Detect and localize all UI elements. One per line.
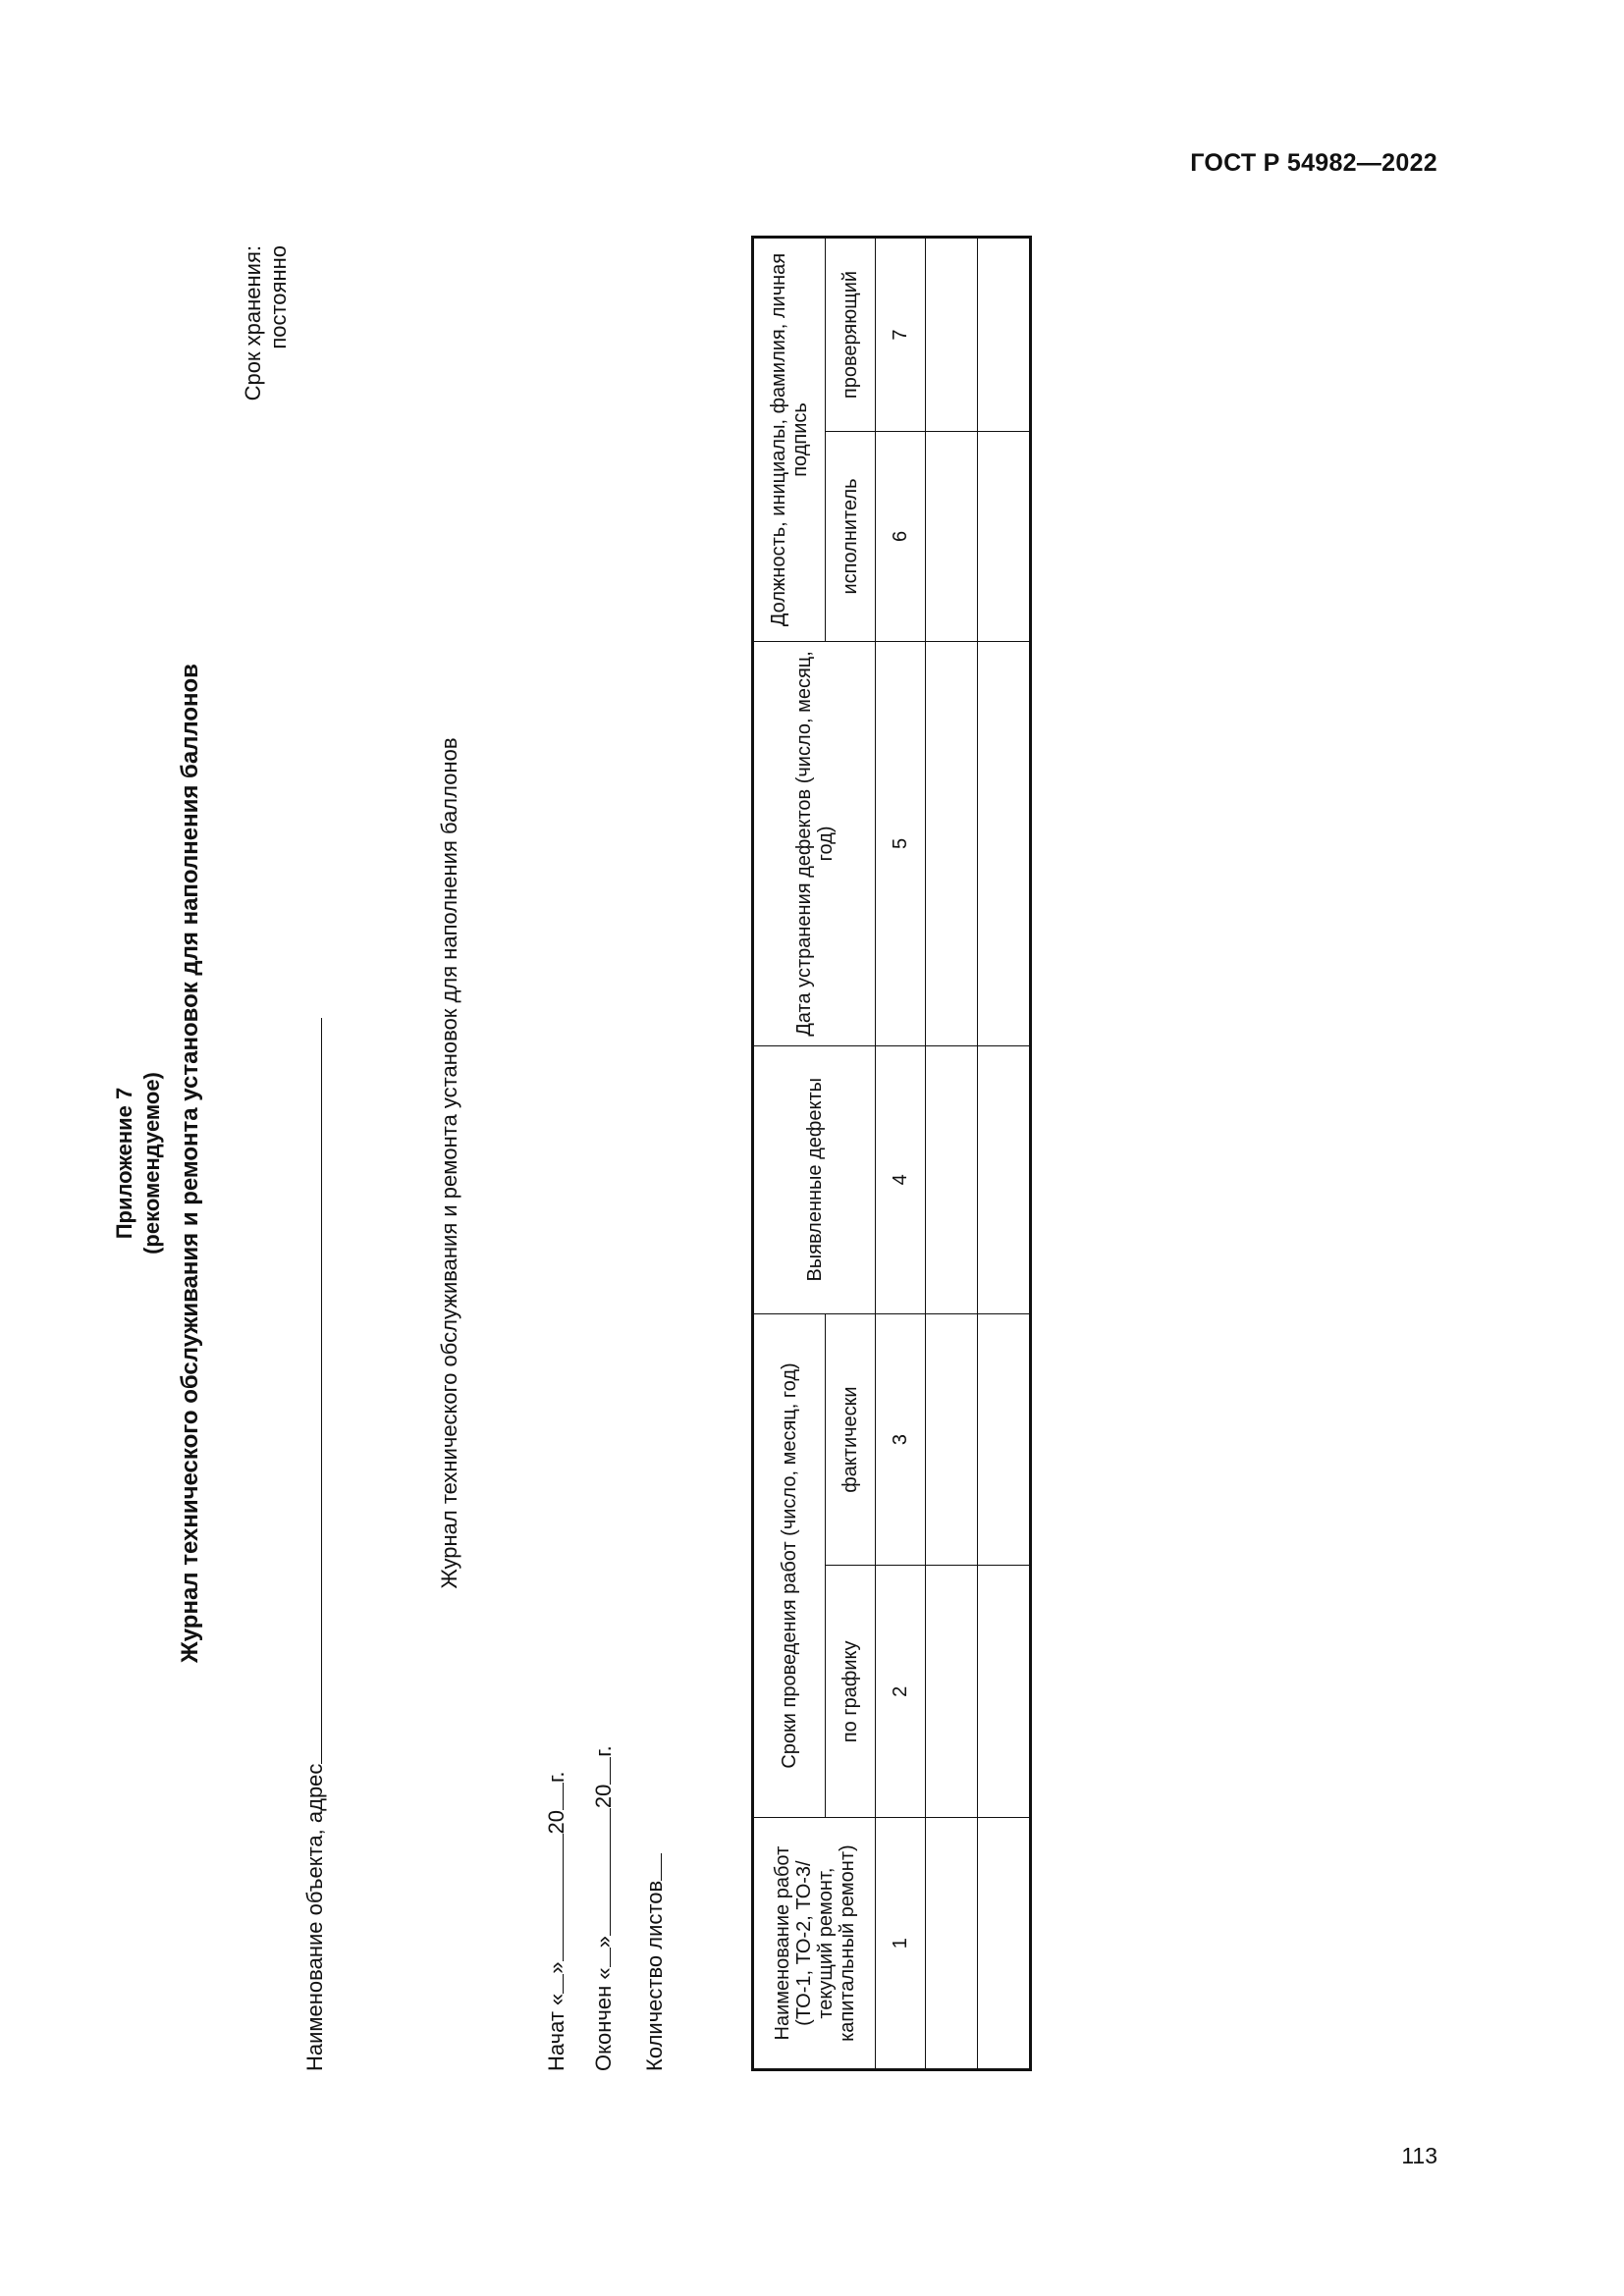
maintenance-journal-table — [751, 236, 1032, 2071]
column-number: 5 — [876, 641, 926, 1045]
retention-value: постоянно — [266, 245, 291, 349]
column-number-row — [876, 238, 926, 2070]
empty-cell — [978, 641, 1031, 1045]
sheets-label: Количество листов — [642, 1880, 667, 2071]
standard-number: ГОСТ Р 54982—2022 — [1190, 149, 1437, 177]
empty-cell — [978, 1045, 1031, 1313]
empty-cell — [926, 1818, 978, 2070]
page-number: 113 — [1401, 2143, 1437, 2168]
object-name-label: Наименование объекта, адрес — [302, 1763, 327, 2071]
started-label: Начат « — [544, 1993, 568, 2071]
empty-cell — [926, 1566, 978, 1818]
header-executor: исполнитель — [826, 432, 876, 642]
empty-cell — [926, 1045, 978, 1313]
appendix-heading — [111, 226, 166, 2101]
column-number: 2 — [876, 1566, 926, 1818]
retention-period — [241, 245, 292, 400]
empty-cell — [926, 238, 978, 432]
appendix-status: (рекомендуемое) — [139, 1072, 164, 1255]
table-header-row — [753, 238, 826, 2070]
finished-date-line: Окончен «»20г. — [591, 1745, 616, 2071]
appendix-number: Приложение 7 — [112, 1087, 136, 1240]
header-fix-date: Дата устранения дефектов (число, месяц, год) — [753, 641, 876, 1045]
table-row — [926, 238, 978, 2070]
header-dates: Сроки проведения работ (число, месяц, год) — [753, 1313, 826, 1818]
table-row — [978, 238, 1031, 2070]
rotated-form — [103, 226, 982, 2101]
journal-subtitle: Журнал технического обслуживания и ремонта установок для наполнения баллонов — [437, 737, 461, 1589]
empty-cell — [926, 641, 978, 1045]
header-by-schedule: по графику — [826, 1566, 876, 1818]
header-inspector: проверяющий — [826, 238, 876, 432]
column-number: 7 — [876, 238, 926, 432]
empty-cell — [926, 1313, 978, 1566]
document-title: Журнал технического обслуживания и ремонта установок для наполнения баллонов — [177, 664, 203, 1663]
object-name-blank — [299, 1018, 322, 1764]
column-number: 6 — [876, 432, 926, 642]
column-number: 3 — [876, 1313, 926, 1566]
empty-cell — [978, 1313, 1031, 1566]
empty-cell — [978, 1818, 1031, 2070]
started-date-line: Начат «»20г. — [544, 1771, 568, 2071]
empty-cell — [978, 1566, 1031, 1818]
header-actual: фактически — [826, 1313, 876, 1566]
header-signature: Должность, инициалы, фамилия, личная подпись — [753, 238, 826, 642]
finished-label: Окончен « — [591, 1967, 616, 2071]
header-defects: Выявленные дефекты — [753, 1045, 876, 1313]
column-number: 1 — [876, 1818, 926, 2070]
empty-cell — [978, 238, 1031, 432]
empty-cell — [926, 432, 978, 642]
sheets-count-line — [639, 1853, 668, 2071]
retention-label: Срок хранения: — [241, 245, 265, 401]
column-number: 4 — [876, 1045, 926, 1313]
header-work-name: Наименование работ (ТО-1, ТО-2, ТО-3/ текущий ремонт, капитальный ремонт) — [753, 1818, 876, 2070]
empty-cell — [978, 432, 1031, 642]
object-name-field — [299, 1018, 328, 2071]
